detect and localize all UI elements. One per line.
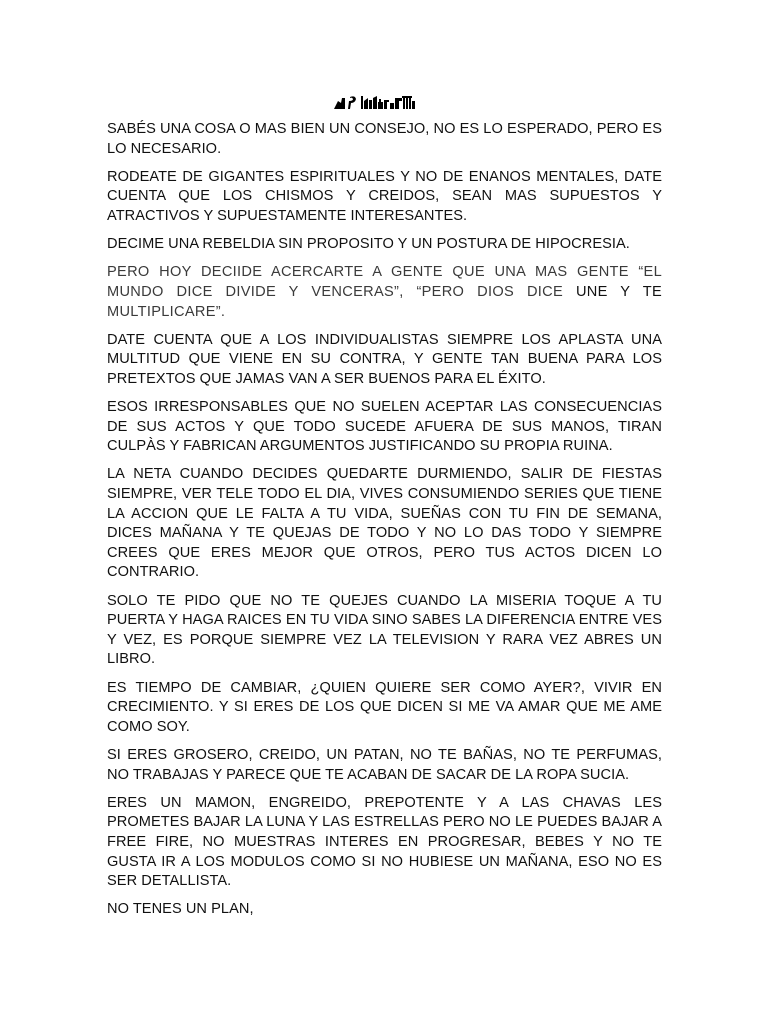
paragraph-consejo: SABÉS UNA COSA O MAS BIEN UN CONSEJO, NO ES LO ESPERADO, PERO ES LO NECESARIO. bbox=[107, 121, 662, 157]
paragraph-grosero: SI ERES GROSERO, CREIDO, UN PATAN, NO TE BAÑAS, NO TE PERFUMAS, NO TRABAJAS Y PARECE QUE TE ACABAN DE SACAR DE LA ROPA SUCIA. bbox=[107, 746, 662, 783]
garbled-heading-glyphs-icon bbox=[333, 92, 429, 110]
paragraph-emphasis-text: UNE Y TE bbox=[575, 283, 662, 300]
paragraph-rebeldia: DECIME UNA REBELDIA SIN PROPOSITO Y UN POSTURA DE HIPOCRESIA. bbox=[107, 236, 630, 253]
paragraph-une-y-multiplicare bbox=[107, 263, 662, 322]
paragraph-no-tenes-plan: NO TENES UN PLAN, bbox=[107, 901, 254, 918]
paragraph-light-text: PERO HOY DECIIDE ACERCARTE A GENTE QUE UNA MAS GENTE “EL MUNDO DICE DIVIDE Y VENCERAS”, “PERO DIOS DICE bbox=[107, 264, 662, 300]
paragraph-gigantes: RODEATE DE GIGANTES ESPIRITUALES Y NO DE ENANOS MENTALES, DATE CUENTA QUE LOS CHISMOS Y CREIDOS, SEAN MAS SUPUESTOS Y ATRACTIVOS Y SUPUESTAMENTE INTERESANTES. bbox=[107, 168, 662, 224]
document-heading-mark bbox=[107, 88, 662, 110]
document-page bbox=[107, 88, 662, 929]
paragraph-light-text-end: MULTIPLICARE”. bbox=[107, 303, 226, 320]
paragraph-miseria: SOLO TE PIDO QUE NO TE QUEJES CUANDO LA MISERIA TOQUE A TU PUERTA Y HAGA RAICES EN TU VIDA SINO SABES LA DIFERENCIA ENTRE VES Y VEZ, ES PORQUE SIEMPRE VEZ LA TELEVISION Y RARA VEZ ABRES UN LIBRO. bbox=[107, 592, 662, 668]
paragraph-mamon: ERES UN MAMON, ENGREIDO, PREPOTENTE Y A LAS CHAVAS LES PROMETES BAJAR LA LUNA Y LAS ESTRELLAS PERO NO LE PUEDES BAJAR A FREE FIRE, NO MUESTRAS INTERES EN PROGRESAR, BEBES Y NO TE GUSTA IR A LOS MODULOS COMO SI NO HUBIESE UN MAÑANA, ESO NO ES SER DETALLISTA. bbox=[107, 794, 662, 890]
paragraph-irresponsables: ESOS IRRESPONSABLES QUE NO SUELEN ACEPTAR LAS CONSECUENCIAS DE SUS ACTOS Y QUE TODO SUCEDE AFUERA DE SUS MANOS, TIRAN CULPÀS Y FABRICAN ARGUMENTOS JUSTIFICANDO SU PROPIA RUINA. bbox=[107, 399, 662, 455]
paragraph-tiempo-de-cambiar: ES TIEMPO DE CAMBIAR, ¿QUIEN QUIERE SER COMO AYER?, VIVIR EN CRECIMIENTO. Y SI ERES DE LOS QUE DICEN SI ME VA AMAR QUE ME AME COMO SOY. bbox=[107, 679, 662, 735]
paragraph-la-neta: LA NETA CUANDO DECIDES QUEDARTE DURMIENDO, SALIR DE FIESTAS SIEMPRE, VER TELE TODO EL DIA, VIVES CONSUMIENDO SERIES QUE TIENE LA ACCION QUE LE FALTA A TU VIDA, SUEÑAS CON TU FIN DE SEMANA, DICES MAÑANA Y TE QUEJAS DE TODO Y NO LO DAS TODO Y SIEMPRE CREES QUE ERES MEJOR QUE OTROS, PERO TUS ACTOS DICEN LO CONTRARIO. bbox=[107, 466, 662, 581]
paragraph-individualistas: DATE CUENTA QUE A LOS INDIVIDUALISTAS SIEMPRE LOS APLASTA UNA MULTITUD QUE VIENE EN SU CONTRA, Y GENTE TAN BUENA PARA LOS PRETEXTOS QUE JAMAS VAN A SER BUENOS PARA EL ÉXITO. bbox=[107, 331, 662, 387]
